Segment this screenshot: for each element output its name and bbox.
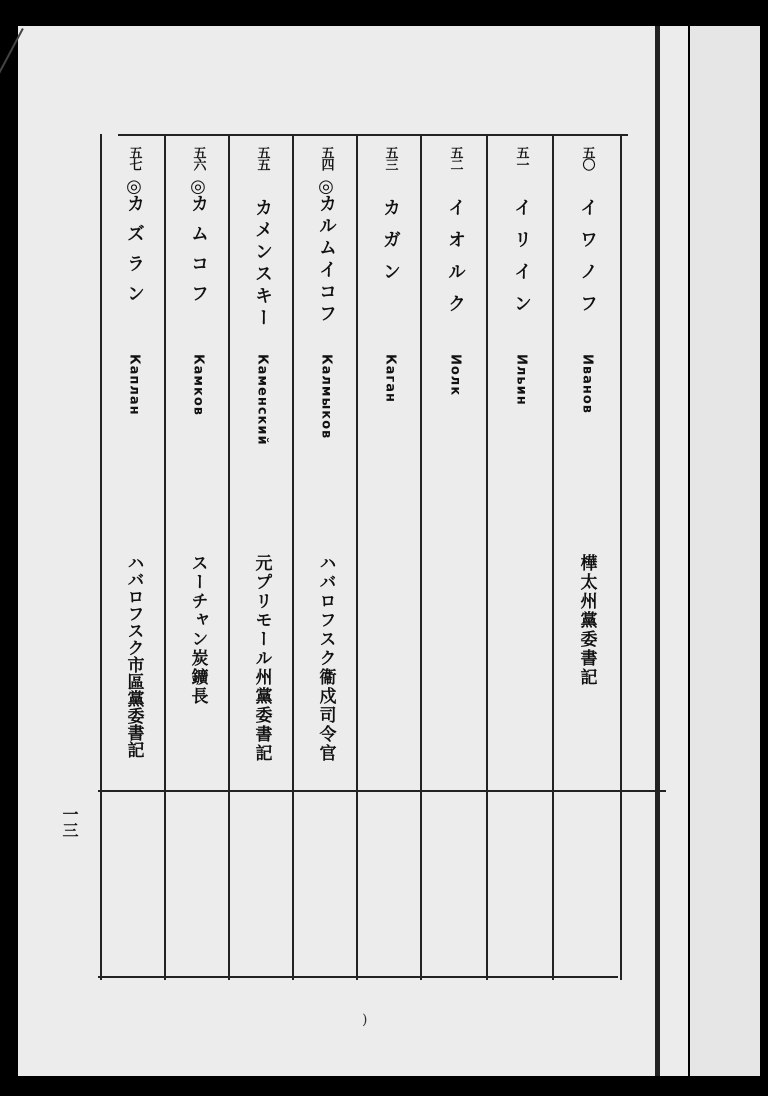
book-spine — [655, 26, 660, 1076]
entry-column — [358, 138, 422, 978]
entry-column — [555, 138, 619, 978]
name-russian: Каменский — [254, 354, 270, 446]
circle-mark: ◎ — [126, 176, 142, 197]
entry-number: 五七 — [126, 146, 142, 170]
adjacent-page-edge — [690, 26, 760, 1076]
name-katakana: イオルク — [445, 198, 466, 326]
name-katakana: カガン — [380, 198, 401, 294]
name-russian: Каплан — [126, 354, 142, 416]
name-katakana: カズラン — [124, 194, 145, 314]
name-russian: Иолк — [447, 354, 463, 397]
name-russian: Калмыков — [318, 354, 334, 440]
position-title: ハバロフスク市區黨委書記 — [123, 554, 144, 758]
position-title: 樺太州黨委書記 — [576, 554, 597, 687]
position-title: 元プリモール州黨委書記 — [251, 554, 272, 763]
circle-mark: ◎ — [318, 176, 334, 197]
entry-column — [489, 138, 553, 978]
name-katakana: カルムイコフ — [316, 194, 337, 326]
name-katakana: イワノフ — [577, 198, 598, 326]
entry-number: 五五 — [254, 146, 270, 170]
name-russian: Иванов — [579, 354, 595, 415]
entry-column — [230, 138, 294, 978]
entry-number: 五四 — [318, 146, 334, 170]
name-katakana: カメンスキー — [252, 198, 273, 330]
margin-mark: ) — [362, 1012, 368, 1028]
name-russian: Камков — [190, 354, 206, 417]
name-katakana: イリイン — [511, 198, 532, 326]
entry-number: 五一 — [513, 146, 529, 170]
entry-number: 五二 — [447, 146, 463, 170]
entry-column — [423, 138, 487, 978]
name-russian: Каган — [382, 354, 398, 403]
position-title: ハバロフスク衞戍司令官 — [315, 554, 336, 763]
entry-number: 五〇 — [579, 146, 595, 170]
entry-column — [294, 138, 358, 978]
entry-number: 五三 — [382, 146, 398, 170]
position-title: スーチャン炭鑛長 — [187, 554, 208, 706]
circle-mark: ◎ — [190, 176, 206, 197]
column-rule — [620, 134, 622, 980]
name-katakana: カムコフ — [188, 194, 209, 314]
entry-column — [166, 138, 230, 978]
entry-column — [102, 138, 166, 978]
entry-number: 五六 — [190, 146, 206, 170]
name-russian: Ильин — [513, 354, 529, 406]
page-number: 一三 — [60, 806, 79, 838]
